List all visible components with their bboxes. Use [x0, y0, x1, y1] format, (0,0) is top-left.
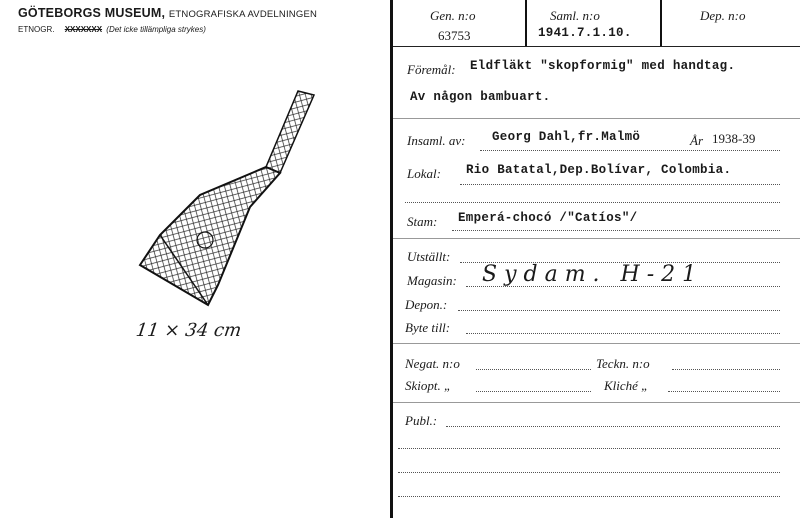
object-drawing	[130, 85, 330, 315]
teckn-label: Teckn. n:o	[596, 356, 650, 371]
stam-value: Emperá-chocó /"Catíos"/	[458, 211, 638, 225]
byte-label: Byte till:	[405, 320, 451, 335]
foremal-value-2: Av någon bambuart.	[410, 90, 551, 104]
stam-label: Stam:	[407, 214, 438, 229]
lokal-value: Rio Batatal,Dep.Bolívar, Colombia.	[466, 163, 732, 177]
struck-text: XXXXXXX	[64, 25, 103, 34]
insaml-label: Insaml. av:	[407, 133, 466, 148]
gen-label: Gen. n:o	[430, 8, 476, 23]
saml-label: Saml. n:o	[550, 8, 600, 23]
publ-label: Publ.:	[405, 413, 438, 428]
strike-note: (Det icke tillämpliga strykes)	[106, 25, 206, 34]
negat-label: Negat. n:o	[405, 356, 460, 371]
skiopt-label: Skiopt. „	[405, 378, 452, 393]
dimensions-note: 11 × 34 cm	[134, 320, 243, 341]
magasin-label: Magasin:	[407, 273, 457, 288]
department-name: ETNOGRAFISKA AVDELNINGEN	[168, 9, 318, 20]
dep-label: Dep. n:o	[700, 8, 746, 23]
kliche-label: Kliché „	[604, 378, 649, 393]
ar-value: 1938-39	[712, 131, 756, 146]
insaml-value: Georg Dahl,fr.Malmö	[492, 130, 641, 144]
magasin-value: Sydam. H-21	[482, 262, 704, 287]
saml-value: 1941.7.1.10.	[538, 26, 632, 40]
ar-label: År	[690, 133, 703, 148]
foremal-value: Eldfläkt "skopformig" med handtag.	[470, 59, 736, 73]
utstallt-label: Utställt:	[407, 249, 451, 264]
card-border	[390, 0, 393, 518]
etnogr-line	[18, 25, 206, 34]
museum-name: GÖTEBORGS MUSEUM,	[18, 6, 166, 20]
foremal-label: Föremål:	[407, 62, 456, 77]
museum-header	[18, 6, 317, 20]
handle-shape	[266, 91, 314, 173]
depon-label: Depon.:	[405, 297, 448, 312]
gen-value: 63753	[438, 28, 471, 43]
etnogr-label: ETNOGR.	[18, 25, 55, 34]
lokal-label: Lokal:	[407, 166, 441, 181]
